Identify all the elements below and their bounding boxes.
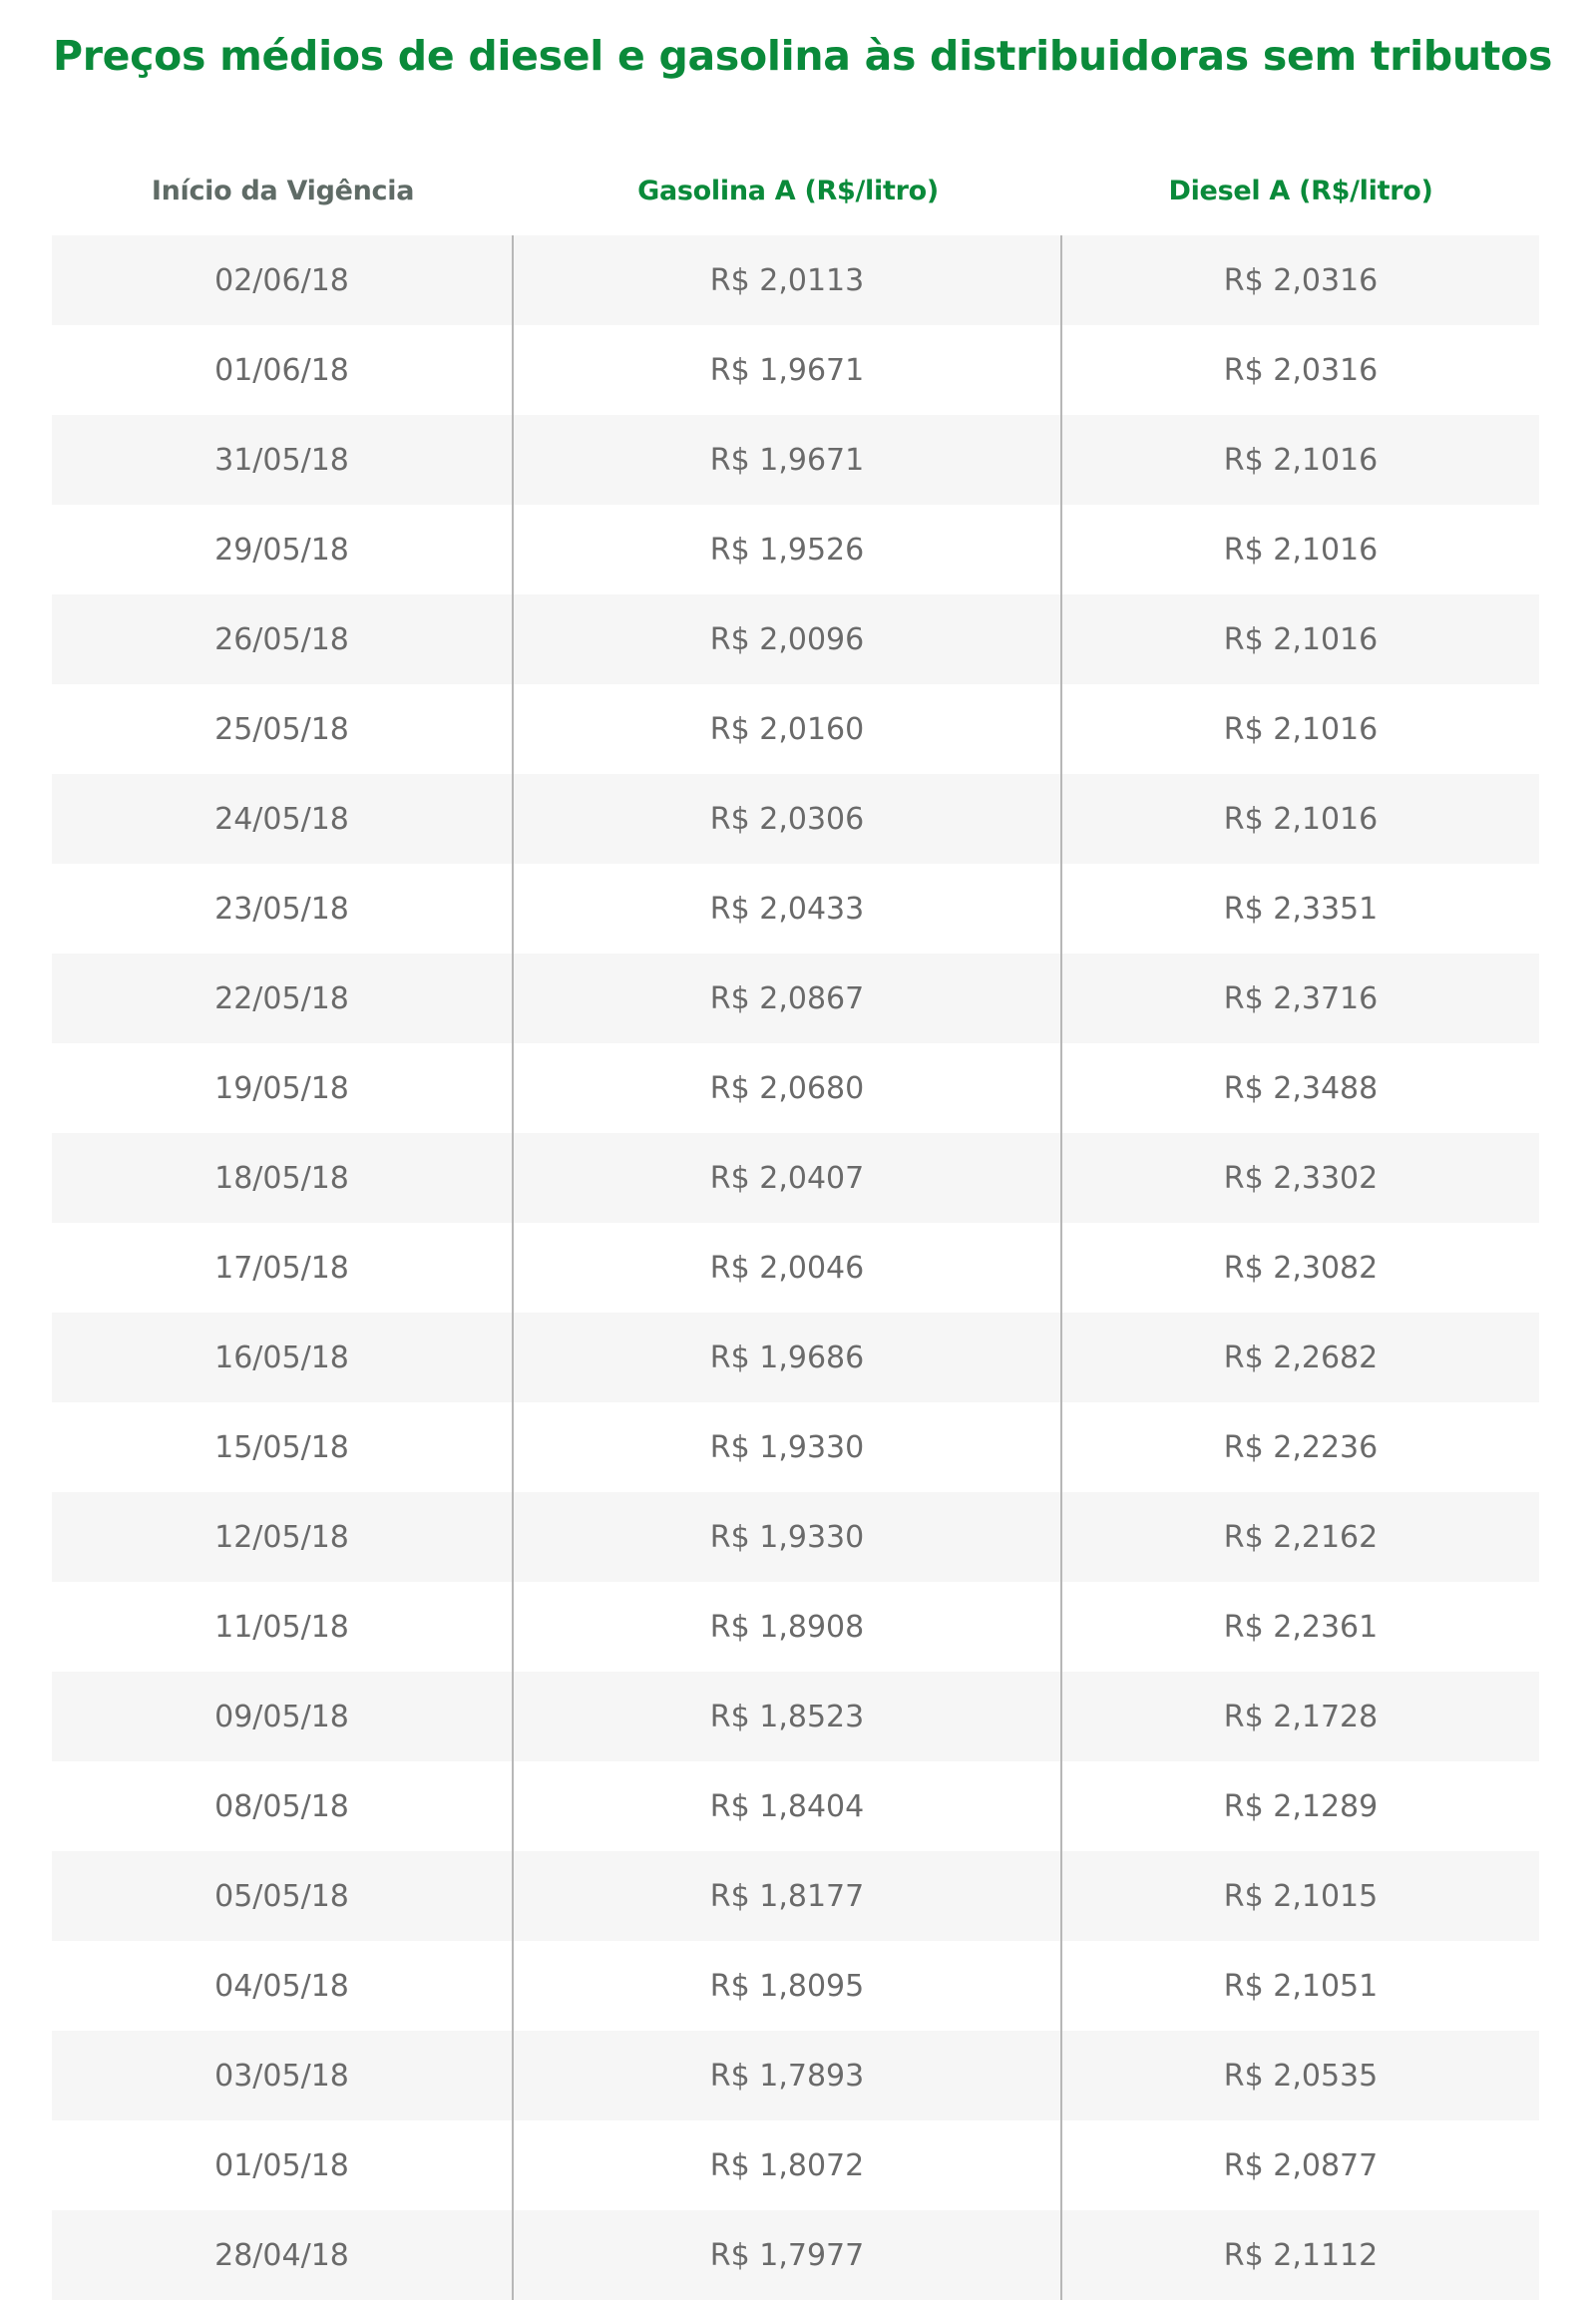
cell-diesel-price: R$ 2,3082: [1223, 1250, 1379, 1286]
cell-gasoline-price: R$ 1,9671: [514, 325, 1062, 415]
cell-gasoline-price: R$ 2,0433: [514, 864, 1062, 954]
cell-diesel-price: R$ 2,1016: [1223, 532, 1379, 568]
cell-gasoline-price: R$ 1,8072: [514, 2120, 1062, 2210]
cell-start-date: 24/05/18: [52, 774, 514, 864]
table-row: [52, 954, 1539, 1043]
cell-start-date: 02/06/18: [52, 235, 514, 325]
cell-diesel-price: R$ 2,3716: [1223, 980, 1379, 1016]
cell-gasoline-price: R$ 1,8908: [514, 1582, 1062, 1672]
cell-start-date: 01/05/18: [52, 2120, 514, 2210]
cell-diesel-price: R$ 2,1016: [1223, 711, 1379, 747]
table-row: [52, 864, 1539, 954]
cell-diesel-price: R$ 2,2162: [1223, 1519, 1379, 1555]
cell-start-date: 11/05/18: [52, 1582, 514, 1672]
cell-diesel-price: R$ 2,3302: [1223, 1160, 1379, 1196]
cell-gasoline-price: R$ 2,0096: [514, 594, 1062, 684]
cell-gasoline-price: R$ 1,7893: [514, 2031, 1062, 2120]
cell-gasoline-price: R$ 1,8523: [514, 1672, 1062, 1761]
table-row: [52, 1402, 1539, 1492]
cell-diesel-price: R$ 2,1015: [1223, 1878, 1379, 1914]
cell-start-date: 12/05/18: [52, 1492, 514, 1582]
table-row: [52, 1761, 1539, 1851]
table-row: [52, 505, 1539, 594]
table-row: [52, 235, 1539, 325]
table-row: [52, 1941, 1539, 2031]
cell-diesel-price: R$ 2,2682: [1223, 1340, 1379, 1375]
cell-start-date: 03/05/18: [52, 2031, 514, 2120]
table-row: [52, 1492, 1539, 1582]
cell-start-date: 09/05/18: [52, 1672, 514, 1761]
table-row: [52, 1043, 1539, 1133]
cell-gasoline-price: R$ 1,7977: [514, 2210, 1062, 2300]
table-row: [52, 774, 1539, 864]
cell-diesel-price: R$ 2,0877: [1223, 2147, 1379, 2183]
table-row: [52, 2031, 1539, 2120]
cell-gasoline-price: R$ 2,0306: [514, 774, 1062, 864]
cell-gasoline-price: R$ 2,0046: [514, 1223, 1062, 1313]
cell-gasoline-price: R$ 2,0407: [514, 1133, 1062, 1223]
cell-diesel-price: R$ 2,1728: [1223, 1699, 1379, 1734]
cell-start-date: 22/05/18: [52, 954, 514, 1043]
table-row: [52, 1582, 1539, 1672]
cell-diesel-price: R$ 2,1016: [1223, 621, 1379, 657]
table-row: [52, 325, 1539, 415]
cell-gasoline-price: R$ 2,0113: [514, 235, 1062, 325]
cell-gasoline-price: R$ 1,9526: [514, 505, 1062, 594]
cell-gasoline-price: R$ 1,9330: [514, 1492, 1062, 1582]
cell-start-date: 29/05/18: [52, 505, 514, 594]
cell-diesel-price: R$ 2,0316: [1223, 262, 1379, 298]
cell-diesel-price: R$ 2,3488: [1223, 1070, 1379, 1106]
table-row: [52, 2210, 1539, 2300]
table-row: [52, 1133, 1539, 1223]
cell-diesel-price: R$ 2,1051: [1223, 1968, 1379, 2004]
price-table: [52, 147, 1539, 2300]
cell-diesel-price: R$ 2,0535: [1223, 2058, 1379, 2094]
table-header-row: [52, 147, 1539, 235]
cell-gasoline-price: R$ 1,9330: [514, 1402, 1062, 1492]
cell-start-date: 04/05/18: [52, 1941, 514, 2031]
cell-gasoline-price: R$ 1,9671: [514, 415, 1062, 505]
table-row: [52, 1851, 1539, 1941]
cell-diesel-price: R$ 2,2236: [1223, 1429, 1379, 1465]
header-gasoline-price: Gasolina A (R$/litro): [637, 176, 939, 206]
cell-diesel-price: R$ 2,3351: [1223, 891, 1379, 927]
cell-start-date: 16/05/18: [52, 1313, 514, 1402]
cell-diesel-price: R$ 2,1112: [1223, 2237, 1379, 2273]
cell-gasoline-price: R$ 1,8177: [514, 1851, 1062, 1941]
cell-start-date: 23/05/18: [52, 864, 514, 954]
header-diesel-price: Diesel A (R$/litro): [1168, 176, 1433, 206]
table-body: [52, 235, 1539, 2300]
cell-diesel-price: R$ 2,0316: [1223, 352, 1379, 388]
cell-gasoline-price: R$ 1,9686: [514, 1313, 1062, 1402]
cell-start-date: 15/05/18: [52, 1402, 514, 1492]
table-row: [52, 1313, 1539, 1402]
cell-start-date: 31/05/18: [52, 415, 514, 505]
cell-start-date: 26/05/18: [52, 594, 514, 684]
table-row: [52, 2120, 1539, 2210]
page-title: Preços médios de diesel e gasolina às distribuidoras sem tributos: [53, 32, 1553, 80]
cell-start-date: 01/06/18: [52, 325, 514, 415]
table-row: [52, 1223, 1539, 1313]
cell-start-date: 19/05/18: [52, 1043, 514, 1133]
cell-start-date: 08/05/18: [52, 1761, 514, 1851]
cell-diesel-price: R$ 2,1016: [1223, 442, 1379, 478]
cell-start-date: 28/04/18: [52, 2210, 514, 2300]
table-row: [52, 594, 1539, 684]
cell-start-date: 25/05/18: [52, 684, 514, 774]
cell-diesel-price: R$ 2,1016: [1223, 801, 1379, 837]
cell-start-date: 17/05/18: [52, 1223, 514, 1313]
cell-start-date: 18/05/18: [52, 1133, 514, 1223]
cell-diesel-price: R$ 2,2361: [1223, 1609, 1379, 1645]
cell-start-date: 05/05/18: [52, 1851, 514, 1941]
table-row: [52, 415, 1539, 505]
cell-gasoline-price: R$ 2,0867: [514, 954, 1062, 1043]
header-start-date: Início da Vigência: [151, 176, 415, 206]
cell-gasoline-price: R$ 2,0680: [514, 1043, 1062, 1133]
cell-diesel-price: R$ 2,1289: [1223, 1788, 1379, 1824]
cell-gasoline-price: R$ 1,8404: [514, 1761, 1062, 1851]
table-row: [52, 684, 1539, 774]
cell-gasoline-price: R$ 2,0160: [514, 684, 1062, 774]
table-row: [52, 1672, 1539, 1761]
cell-gasoline-price: R$ 1,8095: [514, 1941, 1062, 2031]
